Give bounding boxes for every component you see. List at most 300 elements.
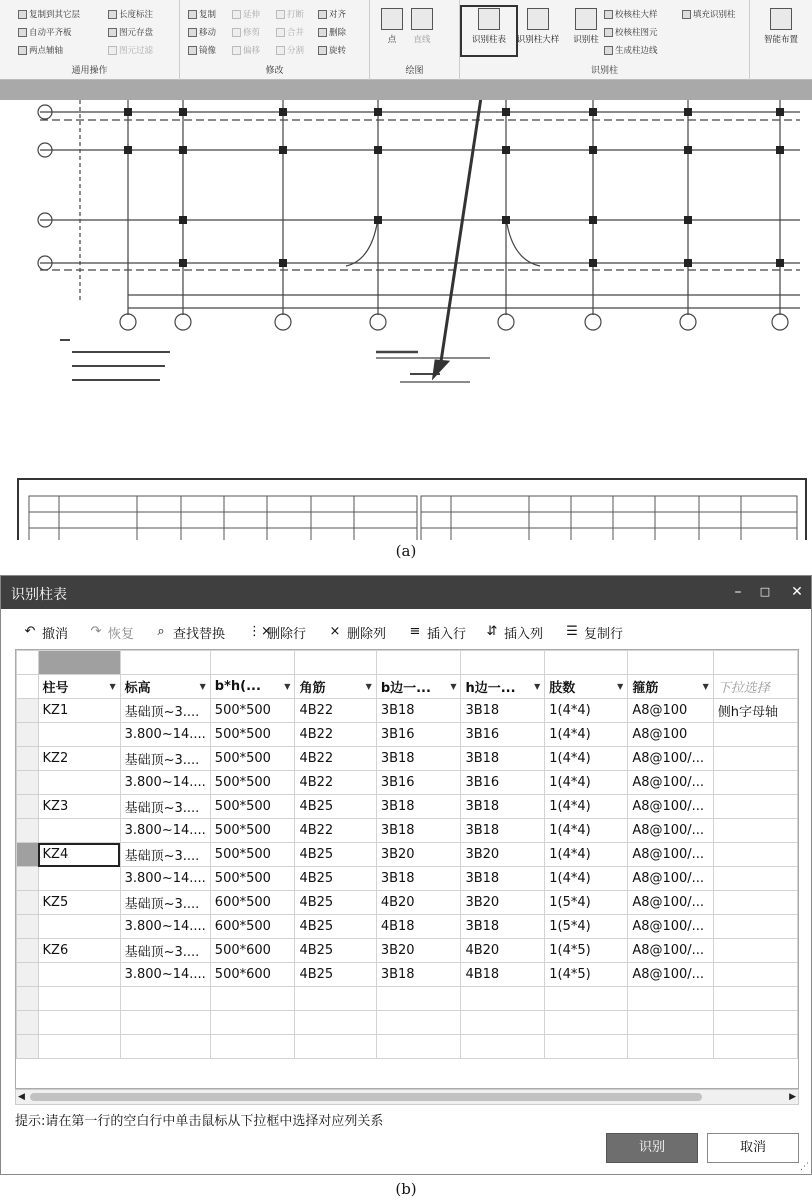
scrollbar-thumb[interactable] [30, 1093, 702, 1101]
hint-text: 提示:请在第一行的空白行中单击鼠标从下拉框中选择对应列关系 [15, 1114, 384, 1129]
line-button[interactable]: 直线 [394, 6, 450, 45]
table-cell[interactable]: 4B22 [295, 723, 376, 747]
break-icon [276, 10, 285, 19]
delete-button[interactable]: 删除 [318, 26, 346, 38]
save-icon [108, 28, 117, 37]
column-schedule-table-drawing [17, 478, 807, 540]
row-header-cell [17, 675, 39, 699]
two-point-axis-button[interactable]: 两点辅轴 [18, 44, 63, 56]
table-row[interactable] [17, 819, 798, 843]
ribbon-group-label: 通用操作 [71, 66, 108, 76]
fill-identify-column-button[interactable]: 填充识别柱 [682, 8, 736, 20]
table-cell[interactable]: 3B16 [461, 771, 545, 795]
table-cell[interactable]: 1(4*4) [545, 723, 628, 747]
row-header-cell[interactable] [17, 963, 39, 987]
smart-layout-button[interactable]: 智能布置 [753, 6, 809, 45]
break-button[interactable]: 打断 [276, 8, 304, 20]
empty-cell [545, 1011, 628, 1035]
table-cell[interactable] [713, 843, 797, 867]
edge-icon [604, 46, 613, 55]
table-cell[interactable]: KZ6 [38, 939, 120, 963]
column-header-dropdown[interactable] [461, 675, 545, 699]
table-row[interactable] [17, 915, 798, 939]
empty-cell [628, 987, 713, 1011]
table-cell[interactable]: 4B20 [461, 939, 545, 963]
row-header-cell[interactable] [17, 747, 39, 771]
column-header-label: 角筋 [299, 681, 326, 696]
empty-cell [295, 1011, 376, 1035]
offset-button[interactable]: 偏移 [232, 44, 260, 56]
table-cell[interactable]: A8@100/... [628, 843, 713, 867]
table-cell[interactable]: 3B20 [461, 891, 545, 915]
mirror-button[interactable]: 镜像 [188, 44, 216, 56]
table-cell[interactable]: A8@100/... [628, 771, 713, 795]
table-cell[interactable]: 1(5*4) [545, 891, 628, 915]
table-cell[interactable]: 3B16 [376, 771, 461, 795]
insert-column-button[interactable]: ⇵ 插入列 [486, 624, 544, 642]
dropdown-arrow-icon[interactable]: ▼ [365, 682, 372, 691]
highlight-frame [460, 5, 518, 57]
table-cell[interactable] [713, 819, 797, 843]
table-cell[interactable]: 3B20 [376, 939, 461, 963]
column-header-dropdown[interactable] [210, 675, 295, 699]
table-row[interactable] [17, 795, 798, 819]
table-cell[interactable]: A8@100/... [628, 939, 713, 963]
table-cell[interactable]: 3B18 [461, 915, 545, 939]
table-cell[interactable]: 3B18 [461, 699, 545, 723]
column-header-dropdown[interactable] [628, 675, 713, 699]
move-icon [188, 28, 197, 37]
table-cell[interactable] [713, 915, 797, 939]
table-cell[interactable]: 500*500 [210, 867, 295, 891]
rotate-icon [318, 46, 327, 55]
table-cell[interactable]: 基础顶~3.... [120, 939, 210, 963]
table-cell[interactable]: 3B18 [376, 747, 461, 771]
table-cell[interactable]: A8@100/... [628, 963, 713, 987]
table-cell[interactable]: 4B25 [295, 891, 376, 915]
trim-button[interactable]: 修剪 [232, 26, 260, 38]
row-header-cell[interactable] [17, 843, 39, 867]
element-filter-button[interactable]: 图元过滤 [108, 44, 153, 56]
table-row[interactable] [17, 963, 798, 987]
empty-cell [628, 1011, 713, 1035]
table-cell[interactable]: 3B20 [461, 843, 545, 867]
copy-button[interactable]: 复制 [188, 8, 216, 20]
table-row[interactable] [17, 771, 798, 795]
identify-column-detail-button[interactable]: 识别柱大样 [510, 6, 566, 45]
table-cell[interactable]: 500*500 [210, 819, 295, 843]
empty-row [17, 1011, 798, 1035]
table-cell[interactable]: 3B16 [376, 723, 461, 747]
table-cell[interactable]: 4B18 [461, 963, 545, 987]
table-cell[interactable]: 基础顶~3.... [120, 795, 210, 819]
table-cell[interactable] [38, 963, 120, 987]
offset-icon [232, 46, 241, 55]
empty-cell [120, 1035, 210, 1059]
figure-caption-b: (b) [395, 1180, 417, 1198]
table-cell[interactable]: 3B18 [461, 747, 545, 771]
column-mapping-cell[interactable] [210, 651, 295, 675]
move-button[interactable]: 移动 [188, 26, 216, 38]
axis-icon [18, 46, 27, 55]
cancel-button[interactable]: 取消 [707, 1133, 799, 1163]
copy-row-button[interactable]: ☰ 复制行 [566, 624, 624, 642]
row-header-cell[interactable] [17, 699, 39, 723]
table-cell[interactable]: 3.800~14.... [120, 867, 210, 891]
empty-cell [210, 1011, 295, 1035]
table-cell[interactable] [38, 771, 120, 795]
ribbon-group-modify [180, 0, 370, 80]
table-cell[interactable]: 基础顶~3.... [120, 747, 210, 771]
undo-button[interactable]: ↶ 撤消 [24, 624, 69, 642]
scroll-left-arrow-icon[interactable]: ◀ [18, 1092, 25, 1102]
column-header-label: 柱号 [42, 681, 69, 696]
column-mapping-cell[interactable] [376, 651, 461, 675]
delete-row-icon: ⋮× [248, 624, 272, 639]
table-cell[interactable]: A8@100/... [628, 867, 713, 891]
empty-cell [295, 1035, 376, 1059]
table-cell[interactable]: A8@100/... [628, 891, 713, 915]
table-cell[interactable]: 4B25 [295, 867, 376, 891]
column-header-dropdown[interactable] [120, 675, 210, 699]
table-cell[interactable] [713, 795, 797, 819]
copy-icon [188, 10, 197, 19]
column-header-dropdown[interactable] [295, 675, 376, 699]
grid-column-header-row [17, 675, 798, 699]
ribbon-group-common [0, 0, 180, 80]
table-cell[interactable] [38, 723, 120, 747]
table-cell[interactable]: 3B18 [376, 963, 461, 987]
table-cell[interactable]: A8@100/... [628, 915, 713, 939]
table-cell[interactable]: 3B18 [376, 819, 461, 843]
empty-cell [713, 987, 797, 1011]
dropdown-arrow-icon[interactable]: ▼ [284, 682, 291, 691]
table-cell[interactable]: 4B22 [295, 747, 376, 771]
filter-icon [108, 46, 117, 55]
copy-row-icon: ☰ [566, 624, 578, 639]
table-cell[interactable]: 1(4*4) [545, 795, 628, 819]
extend-icon [232, 10, 241, 19]
table-cell[interactable]: 3.800~14.... [120, 723, 210, 747]
table-cell[interactable]: 1(4*5) [545, 939, 628, 963]
undo-icon: ↶ [24, 624, 36, 639]
dropdown-arrow-icon[interactable]: ▼ [450, 682, 457, 691]
table-cell[interactable]: 500*600 [210, 939, 295, 963]
table-cell[interactable]: 4B25 [295, 795, 376, 819]
table-cell[interactable]: 1(4*4) [545, 699, 628, 723]
drawing-tab-bar [0, 80, 812, 100]
row-header-cell[interactable] [17, 915, 39, 939]
auto-align-slab-button[interactable]: 自动平齐板 [18, 26, 72, 38]
table-row[interactable] [17, 699, 798, 723]
empty-cell [376, 987, 461, 1011]
empty-cell [38, 1035, 120, 1059]
empty-cell [120, 1011, 210, 1035]
table-cell[interactable]: 1(4*5) [545, 963, 628, 987]
delete-icon [318, 28, 327, 37]
table-cell[interactable]: 500*500 [210, 747, 295, 771]
column-header-dropdown[interactable] [38, 675, 120, 699]
ribbon-group-label: 绘图 [405, 66, 424, 76]
table-cell[interactable]: 3B18 [461, 819, 545, 843]
dropdown-arrow-icon[interactable]: ▼ [617, 682, 624, 691]
table-cell[interactable]: KZ3 [38, 795, 120, 819]
empty-cell [461, 1011, 545, 1035]
generate-column-edge-button[interactable]: 生成柱边线 [604, 44, 658, 56]
dropdown-arrow-icon[interactable]: ▼ [109, 682, 116, 691]
table-row[interactable] [17, 867, 798, 891]
row-header-cell[interactable] [17, 819, 39, 843]
ribbon-group-label: 修改 [265, 66, 284, 76]
row-header-cell[interactable] [17, 723, 39, 747]
table-cell[interactable] [713, 771, 797, 795]
table-cell[interactable]: 500*500 [210, 699, 295, 723]
cad-drawing-canvas[interactable] [0, 100, 812, 540]
table-cell[interactable]: 基础顶~3.... [120, 843, 210, 867]
ribbon-group-draw [370, 0, 460, 80]
dropdown-arrow-icon[interactable]: ▼ [199, 682, 206, 691]
check-column-element-button[interactable]: 校核柱图元 [604, 26, 658, 38]
column-table-grid[interactable] [15, 649, 799, 1089]
table-cell[interactable]: 4B18 [376, 915, 461, 939]
table-cell[interactable]: 500*500 [210, 723, 295, 747]
check-column-detail-button[interactable]: 校核柱大样 [604, 8, 658, 20]
delete-row-button[interactable]: ⋮× 删除行 [248, 624, 307, 642]
delete-column-button[interactable]: × 删除列 [329, 624, 387, 642]
column-header-label: h边一... [465, 681, 516, 696]
ribbon-group-smart [750, 0, 812, 80]
empty-cell [38, 1011, 120, 1035]
table-cell[interactable] [38, 819, 120, 843]
empty-cell [17, 1011, 39, 1035]
table-cell[interactable]: 1(4*4) [545, 819, 628, 843]
close-button[interactable]: ✕ [791, 584, 803, 600]
table-cell[interactable]: 4B22 [295, 771, 376, 795]
table-cell[interactable]: 3B18 [461, 795, 545, 819]
table-cell[interactable]: 4B20 [376, 891, 461, 915]
table-cell[interactable]: 500*500 [210, 843, 295, 867]
table-cell[interactable]: 600*500 [210, 915, 295, 939]
row-header-cell[interactable] [17, 867, 39, 891]
dimension-icon [108, 10, 117, 19]
table-cell[interactable] [38, 915, 120, 939]
column-mapping-cell[interactable] [545, 651, 628, 675]
table-cell[interactable]: 3B16 [461, 723, 545, 747]
row-header-cell[interactable] [17, 939, 39, 963]
table-cell[interactable] [38, 867, 120, 891]
table-cell[interactable]: 4B22 [295, 699, 376, 723]
dialog-titlebar[interactable] [1, 576, 811, 609]
ribbon-group-label: 识别柱 [590, 66, 618, 76]
trim-icon [232, 28, 241, 37]
empty-cell [38, 987, 120, 1011]
identify-column-button[interactable]: 识别柱 [558, 6, 614, 45]
column-mapping-cell[interactable] [461, 651, 545, 675]
table-cell[interactable]: 4B25 [295, 939, 376, 963]
table-cell[interactable]: KZ2 [38, 747, 120, 771]
table-row[interactable] [17, 939, 798, 963]
column-header-dropdown[interactable] [376, 675, 461, 699]
table-row[interactable] [17, 843, 798, 867]
grid-layout-icon [770, 8, 792, 30]
maximize-button[interactable]: □ [759, 585, 771, 598]
empty-cell [210, 1035, 295, 1059]
check-icon [604, 10, 613, 19]
grid-blank-header-row [17, 651, 798, 675]
row-header-cell[interactable] [17, 891, 39, 915]
table-cell[interactable]: 500*500 [210, 795, 295, 819]
table-cell[interactable]: 3B18 [461, 867, 545, 891]
column-header-label: 下拉选择 [717, 681, 770, 696]
table-cell[interactable] [713, 723, 797, 747]
copy-layer-icon [18, 10, 27, 19]
identify-button[interactable]: 识别 [606, 1133, 698, 1163]
resize-grip-icon[interactable]: ⋰ [800, 1162, 809, 1172]
figure-caption-a: (a) [395, 542, 417, 560]
merge-icon [276, 28, 285, 37]
column-header-dropdown[interactable] [545, 675, 628, 699]
align-button[interactable]: 对齐 [318, 8, 346, 20]
empty-cell [545, 1035, 628, 1059]
table-cell[interactable]: 3.800~14.... [120, 963, 210, 987]
detail-scan-icon [527, 8, 549, 30]
table-cell[interactable] [713, 867, 797, 891]
insert-row-icon: ≡ [409, 624, 421, 639]
table-cell[interactable]: 3B18 [376, 867, 461, 891]
table-cell[interactable]: 4B25 [295, 963, 376, 987]
table-cell[interactable]: 基础顶~3.... [120, 699, 210, 723]
table-cell[interactable]: 侧h字母轴 [713, 699, 797, 723]
dialog-toolbar [1, 609, 811, 654]
empty-row [17, 987, 798, 1011]
table-cell[interactable] [713, 891, 797, 915]
align-slab-icon [18, 28, 27, 37]
table-cell[interactable]: A8@100/... [628, 795, 713, 819]
redo-button[interactable]: ↷ 恢复 [90, 624, 135, 642]
column-header-label: b边一... [380, 681, 431, 696]
identify-column-table-button[interactable]: 识别柱表 [461, 6, 517, 45]
horizontal-scrollbar[interactable] [15, 1089, 799, 1105]
split-button[interactable]: 分割 [276, 44, 304, 56]
cad-software-panel [0, 0, 812, 540]
table-cell[interactable]: 3B20 [376, 843, 461, 867]
table-cell[interactable]: 500*500 [210, 771, 295, 795]
table-cell[interactable]: 500*600 [210, 963, 295, 987]
table-cell[interactable]: 1(4*4) [545, 867, 628, 891]
table-cell[interactable]: A8@100/... [628, 747, 713, 771]
table-cell[interactable]: A8@100/... [628, 819, 713, 843]
table-cell[interactable]: 1(4*4) [545, 843, 628, 867]
find-replace-icon: ⌕ [157, 624, 165, 639]
empty-cell [713, 1011, 797, 1035]
insert-column-icon: ⇵ [486, 624, 498, 639]
table-cell[interactable]: 600*500 [210, 891, 295, 915]
table-cell[interactable]: 4B22 [295, 819, 376, 843]
table-cell[interactable]: 3B18 [376, 795, 461, 819]
table-cell[interactable]: KZ5 [38, 891, 120, 915]
table-cell[interactable]: A8@100 [628, 723, 713, 747]
data-grid [16, 650, 798, 1059]
column-mapping-cell[interactable] [295, 651, 376, 675]
table-cell[interactable]: 基础顶~3.... [120, 891, 210, 915]
column-header-label: 肢数 [549, 681, 576, 696]
table-cell[interactable]: 1(5*4) [545, 915, 628, 939]
element-save-button[interactable]: 图元存盘 [108, 26, 153, 38]
mirror-icon [188, 46, 197, 55]
ribbon-toolbar [0, 0, 812, 80]
column-header-label: 标高 [124, 681, 151, 696]
empty-cell [210, 987, 295, 1011]
scroll-right-arrow-icon[interactable]: ▶ [789, 1092, 796, 1102]
column-mapping-cell[interactable] [713, 651, 797, 675]
check-icon [604, 28, 613, 37]
dropdown-arrow-icon[interactable]: ▼ [702, 682, 709, 691]
column-header-label: 箍筋 [632, 681, 659, 696]
column-mapping-cell[interactable] [38, 651, 120, 675]
empty-cell [295, 987, 376, 1011]
column-mapping-cell[interactable] [120, 651, 210, 675]
point-button[interactable]: 点 [364, 6, 420, 45]
table-cell[interactable]: 4B25 [295, 843, 376, 867]
copy-to-other-layer-button[interactable]: 复制到其它层 [18, 8, 80, 20]
row-header-cell[interactable] [17, 795, 39, 819]
column-header-label: b*h(... [214, 679, 261, 694]
find-replace-button[interactable]: ⌕ 查找替换 [154, 622, 225, 642]
table-cell[interactable] [713, 939, 797, 963]
column-mapping-cell[interactable] [628, 651, 713, 675]
table-cell[interactable]: 4B25 [295, 915, 376, 939]
table-cell[interactable] [713, 963, 797, 987]
length-dimension-button[interactable]: 长度标注 [108, 8, 153, 20]
table-row[interactable] [17, 723, 798, 747]
table-row[interactable] [17, 891, 798, 915]
minimize-button[interactable]: – [734, 584, 742, 600]
dialog-title: 识别柱表 [11, 587, 67, 603]
delete-column-icon: × [329, 624, 341, 639]
identify-column-table-dialog [0, 575, 812, 1175]
table-cell[interactable]: 3B18 [376, 699, 461, 723]
empty-row [17, 1035, 798, 1059]
empty-cell [545, 987, 628, 1011]
table-row[interactable] [17, 747, 798, 771]
table-cell[interactable]: 3.800~14.... [120, 771, 210, 795]
align-icon [318, 10, 327, 19]
table-cell[interactable]: KZ1 [38, 699, 120, 723]
table-cell[interactable]: A8@100 [628, 699, 713, 723]
insert-row-button[interactable]: ≡ 插入行 [409, 624, 467, 642]
table-cell[interactable]: 3.800~14.... [120, 915, 210, 939]
table-cell[interactable]: KZ4 [38, 843, 120, 867]
row-header-cell[interactable] [17, 771, 39, 795]
table-cell[interactable] [713, 747, 797, 771]
floor-plan-drawing [0, 100, 812, 540]
table-cell[interactable]: 3.800~14.... [120, 819, 210, 843]
split-icon [276, 46, 285, 55]
grid-corner-cell [17, 651, 39, 675]
empty-cell [461, 987, 545, 1011]
merge-button[interactable]: 合并 [276, 26, 304, 38]
table-cell[interactable]: 1(4*4) [545, 747, 628, 771]
extend-button[interactable]: 延伸 [232, 8, 260, 20]
rotate-button[interactable]: 旋转 [318, 44, 346, 56]
column-icon [575, 8, 597, 30]
empty-cell [17, 987, 39, 1011]
empty-cell [628, 1035, 713, 1059]
column-header-dropdown[interactable] [713, 675, 797, 699]
fill-icon [682, 10, 691, 19]
table-cell[interactable]: 1(4*4) [545, 771, 628, 795]
dropdown-arrow-icon[interactable]: ▼ [534, 682, 541, 691]
